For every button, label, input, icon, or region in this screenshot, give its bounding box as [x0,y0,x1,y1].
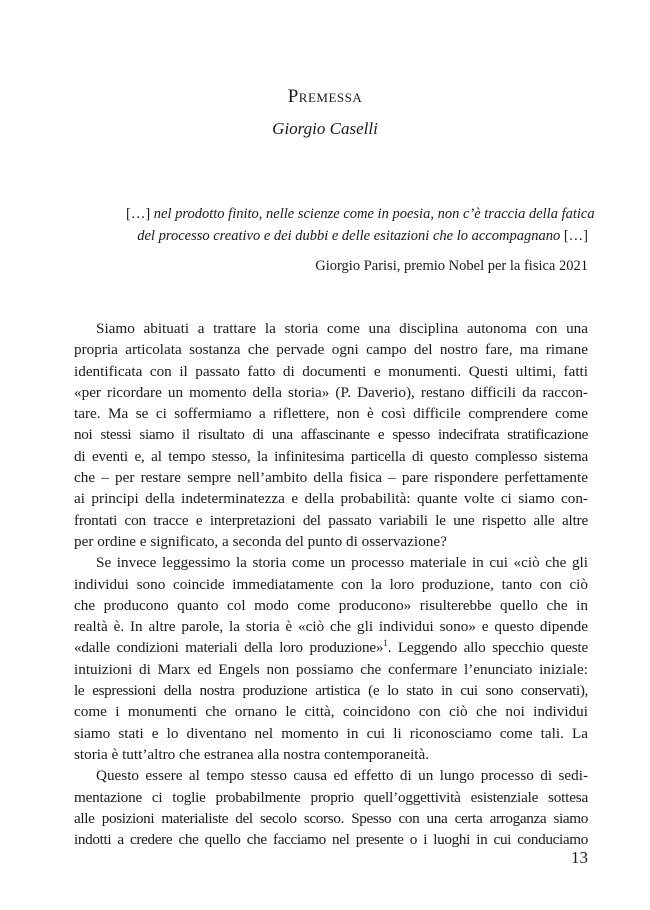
epigraph-line-2 [126,225,588,247]
body-line: di eventi e, al tempo stesso, la infinitesima particella di questo complesso sistema [74,447,588,465]
epigraph-line-1 [126,203,595,225]
ellipsis-close: […] [563,228,588,244]
body-line: realtà è. In altre parole, la storia è «ciò che gli individui sono» e questo dipende [74,618,588,636]
body-line: alle posizioni materialiste del secolo scorso. Spesso con una certa arroganza siamo [74,809,588,827]
body-line: per ordine e significato, a seconda del punto di osservazione? [74,532,447,550]
body-line: identificata con il passato fatto di documenti e monumenti. Questi ultimi, fatti [74,362,588,380]
body-line-with-footnote [74,637,588,658]
body-line: ai principi della indeterminatezza e della probabilità: quante volte ci siamo con- [74,490,588,508]
body-line: mentazione ci toglie probabilmente proprio quell’oggettività esistenziale sottesa [74,788,588,806]
body-line: che – per restare sempre nell’ambito della fisica – pare rispondere perfettamente [74,469,588,487]
chapter-title: Premessa [287,86,363,107]
body-line: propria articolata sostanza che pervade ogni campo del nostro fare, ma rimane [74,341,588,359]
body-text [74,318,588,850]
body-line: siamo stati e lo diventano nel momento in cui li riconosciamo come tali. La [74,724,588,742]
epigraph-quote [126,203,595,247]
body-line: individui sono coincide immediatamente con la loro produzione, tanto con ciò [74,575,588,593]
body-line: intuizioni di Marx ed Engels non possiamo che confermare l’enunciato iniziale: [74,660,588,678]
body-line: le espressioni della nostra produzione artistica (e lo stato in cui sono conservati), [74,682,588,700]
footnote-marker[interactable]: 1 [383,638,388,649]
body-line: frontati con tracce e interpretazioni del passato variabili le une rispetto alle altre [74,511,588,529]
body-line: Questo essere al tempo stesso causa ed effetto di un lungo processo di sedi- [96,767,588,785]
body-line: «per ricordare un momento della storia» (P. Daverio), restano difficili da raccon- [74,383,588,401]
ellipsis-open: […] [126,206,151,222]
chapter-author: Giorgio Caselli [272,119,378,138]
epigraph-attribution: Giorgio Parisi, premio Nobel per la fisica 2021 [315,258,588,274]
epigraph-text-1: nel prodotto finito, nelle scienze come in poesia, non c’è traccia della fatica [153,206,595,222]
body-line-16-head: «dalle condizioni materiali della loro produzione» [74,639,384,657]
body-line: noi stessi siamo il risultato di una affascinante e spesso indecifrata stratificazione [74,426,588,444]
body-line: indotti a credere che quello che facciamo nel presente o i luoghi in cui conduciamo [74,831,588,849]
body-line: come i monumenti che ornano le città, coincidono con ciò che noi individui [74,703,588,721]
body-line: tare. Ma se ci soffermiamo a riflettere, non è così difficile comprendere come [74,405,588,423]
body-line: Se invece leggessimo la storia come un processo materiale in cui «ciò che gli [96,554,588,572]
epigraph-text-2: del processo creativo e dei dubbi e delle esitazioni che lo accompagnano [137,228,561,244]
body-line: Siamo abituati a trattare la storia come una disciplina autonoma con una [96,320,588,337]
body-line: storia è tutt’altro che estranea alla nostra contemporaneità. [74,745,430,763]
page-number: 13 [571,848,588,867]
body-line: che producono quanto col modo come producono» risulterebbe quello che in [74,596,588,614]
body-line-16-tail: . Leggendo allo specchio queste [387,639,588,657]
